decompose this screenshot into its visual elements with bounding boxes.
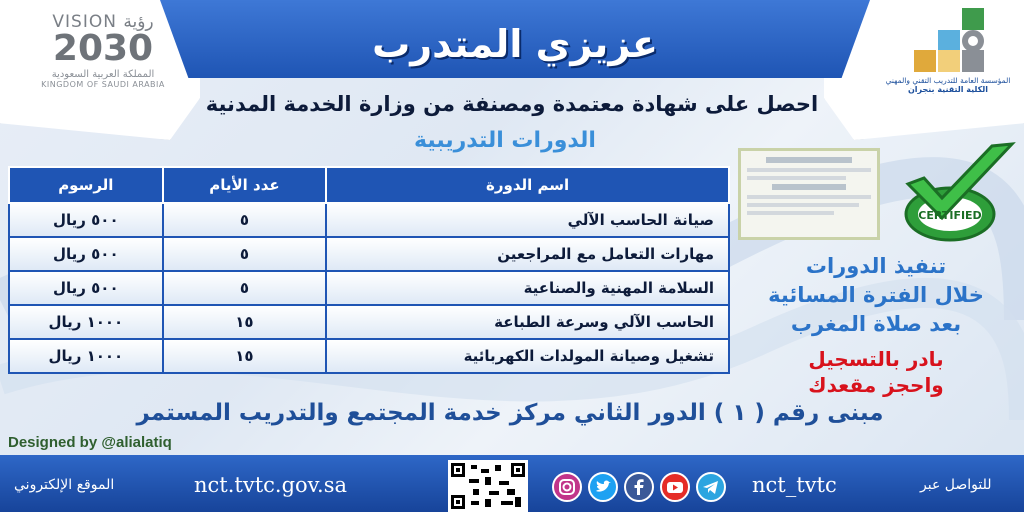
column-header-days: عدد الأيام bbox=[163, 167, 327, 203]
college-logo bbox=[878, 8, 1018, 94]
instagram-icon[interactable] bbox=[552, 472, 582, 502]
table-row bbox=[9, 203, 729, 237]
cta-line: بادر بالتسجيل bbox=[808, 347, 944, 371]
location-text: مبنى رقم ( ١ ) الدور الثاني مركز خدمة المجتمع والتدريب المستمر bbox=[136, 400, 884, 426]
table-row bbox=[9, 339, 729, 373]
cta-line: واحجز مقعدك bbox=[808, 373, 944, 397]
schedule-info bbox=[740, 252, 1012, 339]
contact-label: للتواصل عبر bbox=[920, 477, 992, 493]
course-fee: ٥٠٠ ريال bbox=[9, 203, 163, 237]
vision-logo-english: KINGDOM OF SAUDI ARABIA bbox=[41, 80, 165, 89]
vision-logo-arabic: المملكة العربية السعودية bbox=[51, 69, 155, 80]
website-label: الموقع الإلكتروني bbox=[14, 477, 115, 493]
certificate-image bbox=[738, 148, 880, 240]
course-name: السلامة المهنية والصناعية bbox=[326, 271, 729, 305]
course-fee: ١٠٠٠ ريال bbox=[9, 339, 163, 373]
course-name: صيانة الحاسب الآلي bbox=[326, 203, 729, 237]
college-emblem-icon bbox=[910, 8, 986, 72]
vision-logo-line1: VISION رؤية bbox=[52, 12, 154, 32]
youtube-icon[interactable] bbox=[660, 472, 690, 502]
course-days: ٥ bbox=[163, 203, 327, 237]
course-days: ٥ bbox=[163, 271, 327, 305]
course-fee: ٥٠٠ ريال bbox=[9, 271, 163, 305]
course-name: الحاسب الآلي وسرعة الطباعة bbox=[326, 305, 729, 339]
vision-2030-logo bbox=[28, 12, 178, 89]
column-header-fee: الرسوم bbox=[9, 167, 163, 203]
badge-label: CERTIFIED bbox=[918, 209, 982, 222]
column-header-course-name: اسم الدورة bbox=[326, 167, 729, 203]
social-handle[interactable]: nct_tvtc bbox=[752, 473, 837, 497]
college-name: الكلية التقنية بنجران bbox=[907, 85, 989, 94]
facebook-icon[interactable] bbox=[624, 472, 654, 502]
course-name: تشغيل وصيانة المولدات الكهربائية bbox=[326, 339, 729, 373]
page-title: عزيزي المتدرب bbox=[372, 22, 658, 66]
course-name: مهارات التعامل مع المراجعين bbox=[326, 237, 729, 271]
telegram-icon[interactable] bbox=[696, 472, 726, 502]
college-org-name: المؤسسة العامة للتدريب التقني والمهني bbox=[885, 76, 1011, 85]
course-days: ١٥ bbox=[163, 305, 327, 339]
website-link[interactable]: nct.tvtc.gov.sa bbox=[194, 473, 348, 497]
course-days: ١٥ bbox=[163, 339, 327, 373]
table-row bbox=[9, 271, 729, 305]
info-line: خلال الفترة المسائية bbox=[768, 283, 984, 307]
info-line: تنفيذ الدورات bbox=[805, 254, 947, 278]
table-row bbox=[9, 305, 729, 339]
subtitle: احصل على شهادة معتمدة ومصنفة من وزارة الخدمة المدنية bbox=[205, 92, 819, 116]
courses-section-title: الدورات التدريبية bbox=[414, 128, 596, 153]
table-row bbox=[9, 237, 729, 271]
info-line: بعد صلاة المغرب bbox=[790, 312, 962, 336]
courses-table bbox=[8, 166, 730, 374]
course-fee: ٥٠٠ ريال bbox=[9, 237, 163, 271]
call-to-action bbox=[740, 346, 1012, 398]
designer-credit: Designed by @alialatiq bbox=[8, 434, 172, 451]
twitter-icon[interactable] bbox=[588, 472, 618, 502]
course-days: ٥ bbox=[163, 237, 327, 271]
vision-logo-year: 2030 bbox=[52, 28, 154, 69]
certified-badge-icon bbox=[888, 138, 1018, 250]
course-fee: ١٠٠٠ ريال bbox=[9, 305, 163, 339]
table-header-row bbox=[9, 167, 729, 203]
qr-code-icon bbox=[448, 460, 528, 512]
